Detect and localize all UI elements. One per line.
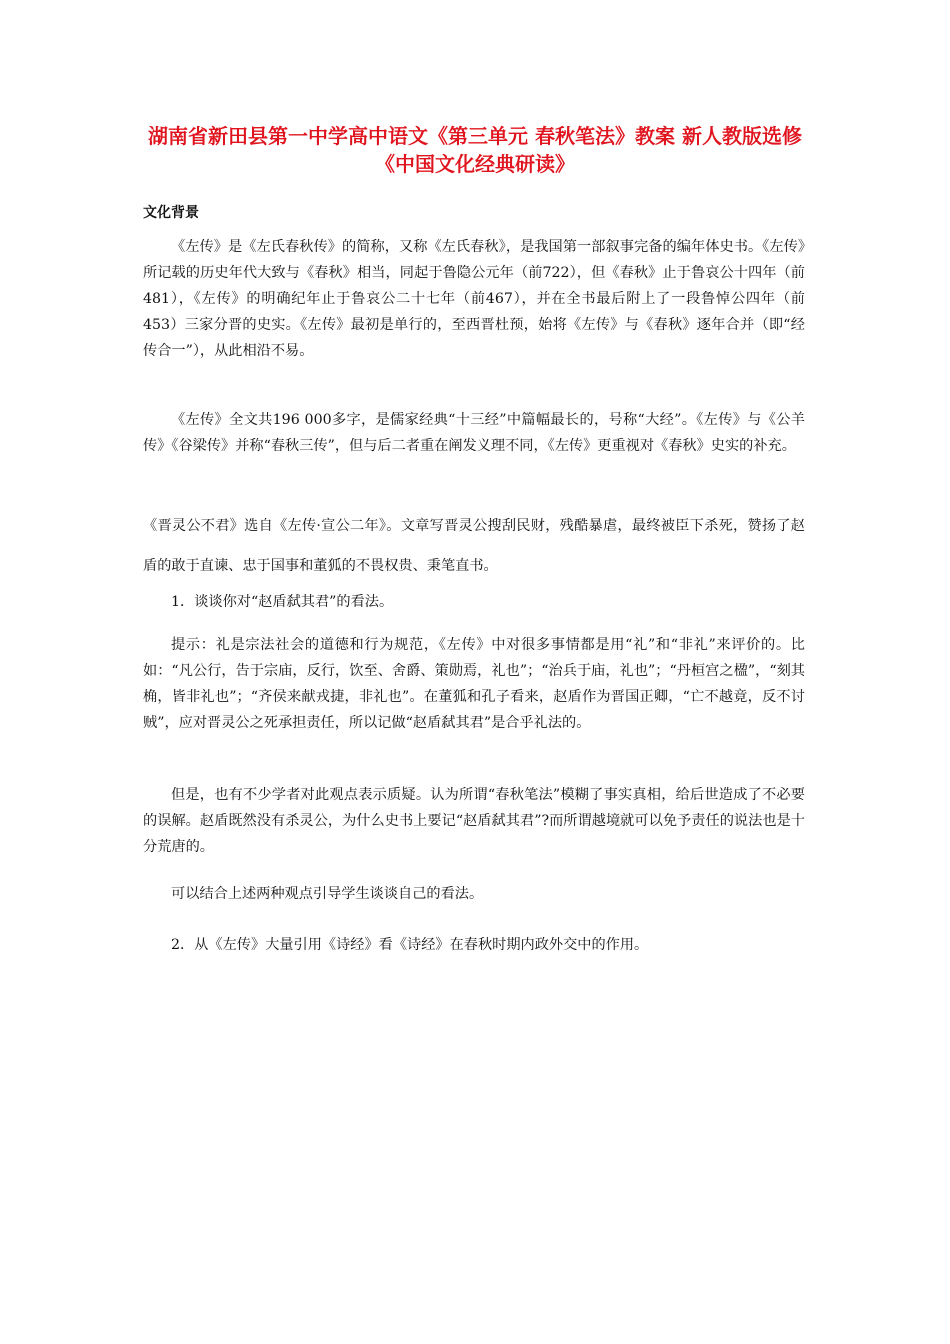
question-1: 1．谈谈你对“赵盾弑其君”的看法。 bbox=[171, 594, 394, 610]
paragraph-hint: 提示：礼是宗法社会的道德和行为规范，《左传》中对很多事情都是用“礼”和“非礼”来评价的。比如：“凡公行，告于宗庙，反行，饮至、舍爵、策勋焉，礼也”；“治兵于庙，礼也”；“丹桓宫之楹”，“刻其桷，皆非礼也”；“齐侯来献戎捷，非礼也”。在董狐和孔子看来，赵盾作为晋国正卿，“亡不越竟，反不讨贼”，应对晋灵公之死承担责任，所以记做“赵盾弑其君”是合乎礼法的。 bbox=[143, 637, 805, 731]
paragraph-guidance: 可以结合上述两种观点引导学生谈谈自己的看法。 bbox=[171, 886, 484, 902]
paragraph-counterview: 但是，也有不少学者对此观点表示质疑。认为所谓“春秋笔法”模糊了事实真相，给后世造成了不必要的误解。赵盾既然没有杀灵公，为什么史书上要记“赵盾弑其君”?而所谓越境就可以免予责任的说法也是十分荒唐的。 bbox=[143, 787, 805, 855]
paragraph-text-source: 《晋灵公不君》选自《左传·宣公二年》。文章写晋灵公搜刮民财，残酷暴虐，最终被臣下杀死，赞扬了赵盾的敢于直谏、忠于国事和董狐的不畏权贵、秉笔直书。 bbox=[143, 518, 805, 574]
paragraph-zuozhuan-intro: 《左传》是《左氏春秋传》的简称，又称《左氏春秋》，是我国第一部叙事完备的编年体史书。《左传》所记载的历史年代大致与《春秋》相当，同起于鲁隐公元年（前722），但《春秋》止于鲁哀公十四年（前481），《左传》的明确纪年止于鲁哀公二十七年（前467），并在全书最后附上了一段鲁悼公四年（前453）三家分晋的史实。《左传》最初是单行的，至西晋杜预，始将《左传》与《春秋》逐年合并（即“经传合一”），从此相沿不易。 bbox=[143, 239, 805, 359]
section-heading: 文化背景 bbox=[143, 205, 199, 221]
document-title: 湖南省新田县第一中学高中语文《第三单元 春秋笔法》教案 新人教版选修《中国文化经典研读》 bbox=[148, 124, 802, 176]
paragraph-zuozhuan-length: 《左传》全文共196 000多字，是儒家经典“十三经”中篇幅最长的，号称“大经”。《左传》与《公羊传》《谷梁传》并称“春秋三传”，但与后二者重在阐发义理不同，《左传》更重视对《春秋》史实的补充。 bbox=[143, 412, 805, 454]
question-2: 2．从《左传》大量引用《诗经》看《诗经》在春秋时期内政外交中的作用。 bbox=[171, 937, 649, 953]
